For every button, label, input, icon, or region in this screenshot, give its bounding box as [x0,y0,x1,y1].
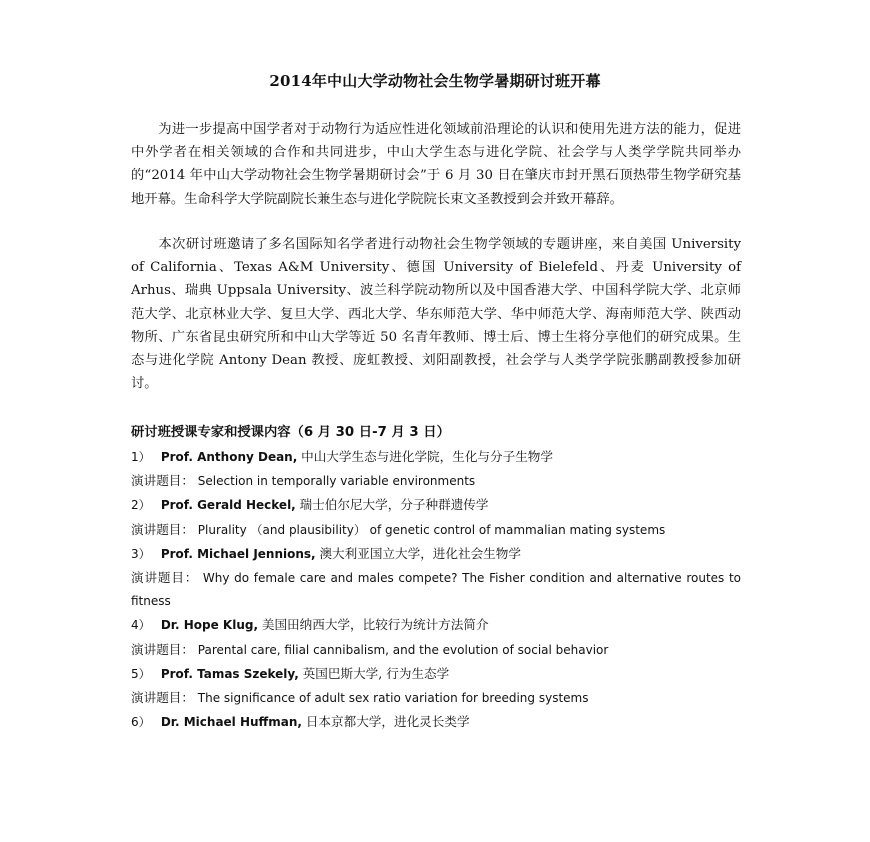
topic-title: Parental care, filial cannibalism, and the evolution of social behavior [197,642,609,657]
topic-title: The significance of adult sex ratio variation for breeding systems [197,691,589,706]
speaker-line [131,493,741,517]
document-title: 2014年中山大学动物社会生物学暑期研讨班开幕 [269,72,601,90]
speaker-item [131,445,741,493]
speaker-affiliation: 日本京都大学，进化灵长类学 [305,714,470,730]
paragraph-participants-text: 本次研讨班邀请了多名国际知名学者进行动物社会生物学领域的专题讲座，来自美国 University of California、Texas A&M University、德国 University of Bielefeld、丹麦 University of Arhus、瑞典 Uppsala University、波兰科学院动物所以及中国香港大学、中国科学院大学、北京师范大学、北京林业大学、复旦大学、西北大学、华东师范大学、华中师范大学、海南师范大学、陕西动物所、广东省昆虫研究所和中山大学等近 50 名青年教师、博士后、博士生将分享他们的研究成果。生态与进化学院 Antony Dean 教授、庞虹教授、刘阳副教授，社会学与人类学学院张鹏副教授参加研讨。 [131,237,741,392]
speaker-affiliation: 澳大利亚国立大学，进化社会生物学 [319,545,521,561]
speaker-name: Prof. Tamas Szekely, [160,666,299,681]
topic-label: 演讲题目： [131,690,194,706]
topic-line [131,469,741,493]
topic-label: 演讲题目： [131,521,194,537]
topic-label: 演讲题目： [131,473,194,489]
speaker-number: 1） [131,450,151,464]
topic-label: 演讲题目： [131,641,194,657]
speaker-line [131,662,741,686]
speaker-number: 3） [131,546,151,561]
topic-title: Selection in temporally variable environments [197,474,476,489]
speaker-name: Prof. Gerald Heckel, [160,498,296,513]
speaker-name: Dr. Hope Klug, [160,618,259,633]
speaker-name: Prof. Michael Jennions, [160,546,316,561]
paragraph-opening [131,118,741,211]
speaker-line [131,613,741,637]
speaker-affiliation: 瑞士伯尔尼大学，分子种群遗传学 [299,497,489,513]
speaker-number: 2） [131,498,151,513]
speaker-item [131,542,741,614]
speaker-affiliation: 英国巴斯大学, 行为生态学 [302,665,450,681]
paragraph-participants [131,233,741,395]
speaker-name: Prof. Anthony Dean, [160,450,298,464]
speaker-name: Dr. Michael Huffman, [160,715,302,730]
speaker-line [131,710,741,734]
topic-line [131,638,741,662]
speaker-list [131,445,741,734]
topic-title: Plurality （and plausibility） of genetic control of mammalian mating systems [197,522,666,537]
speaker-item [131,662,741,710]
speaker-line [131,445,741,469]
speaker-number: 5） [131,666,151,681]
topic-line [131,566,741,613]
topic-line [131,518,741,542]
speaker-line [131,542,741,566]
section-heading: 研讨班授课专家和授课内容（6 月 30 日-7 月 3 日） [131,425,450,440]
speaker-affiliation: 美国田纳西大学，比较行为统计方法简介 [261,617,489,633]
speaker-number: 4） [131,618,151,633]
speaker-item [131,613,741,661]
speaker-affiliation: 中山大学生态与进化学院，生化与分子生物学 [301,449,553,464]
topic-title: Why do female care and males compete? The Fisher condition and alternative routes to fitness [131,571,741,609]
speaker-item [131,493,741,541]
speaker-item [131,710,741,734]
topic-line [131,686,741,710]
topic-label: 演讲题目： [131,570,199,586]
speaker-number: 6） [131,715,151,730]
paragraph-opening-text: 为进一步提高中国学者对于动物行为适应性进化领域前沿理论的认识和使用先进方法的能力，促进中外学者在相关领域的合作和共同进步，中山大学生态与进化学院、社会学与人类学学院共同举办的“2014 年中山大学动物社会生物学暑期研讨会”于 6 月 30 日在肇庆市封开黑石顶热带生物学研究基地开幕。生命科学大学院副院长兼生态与进化学院院长束文圣教授到会并致开幕辞。 [131,122,741,207]
